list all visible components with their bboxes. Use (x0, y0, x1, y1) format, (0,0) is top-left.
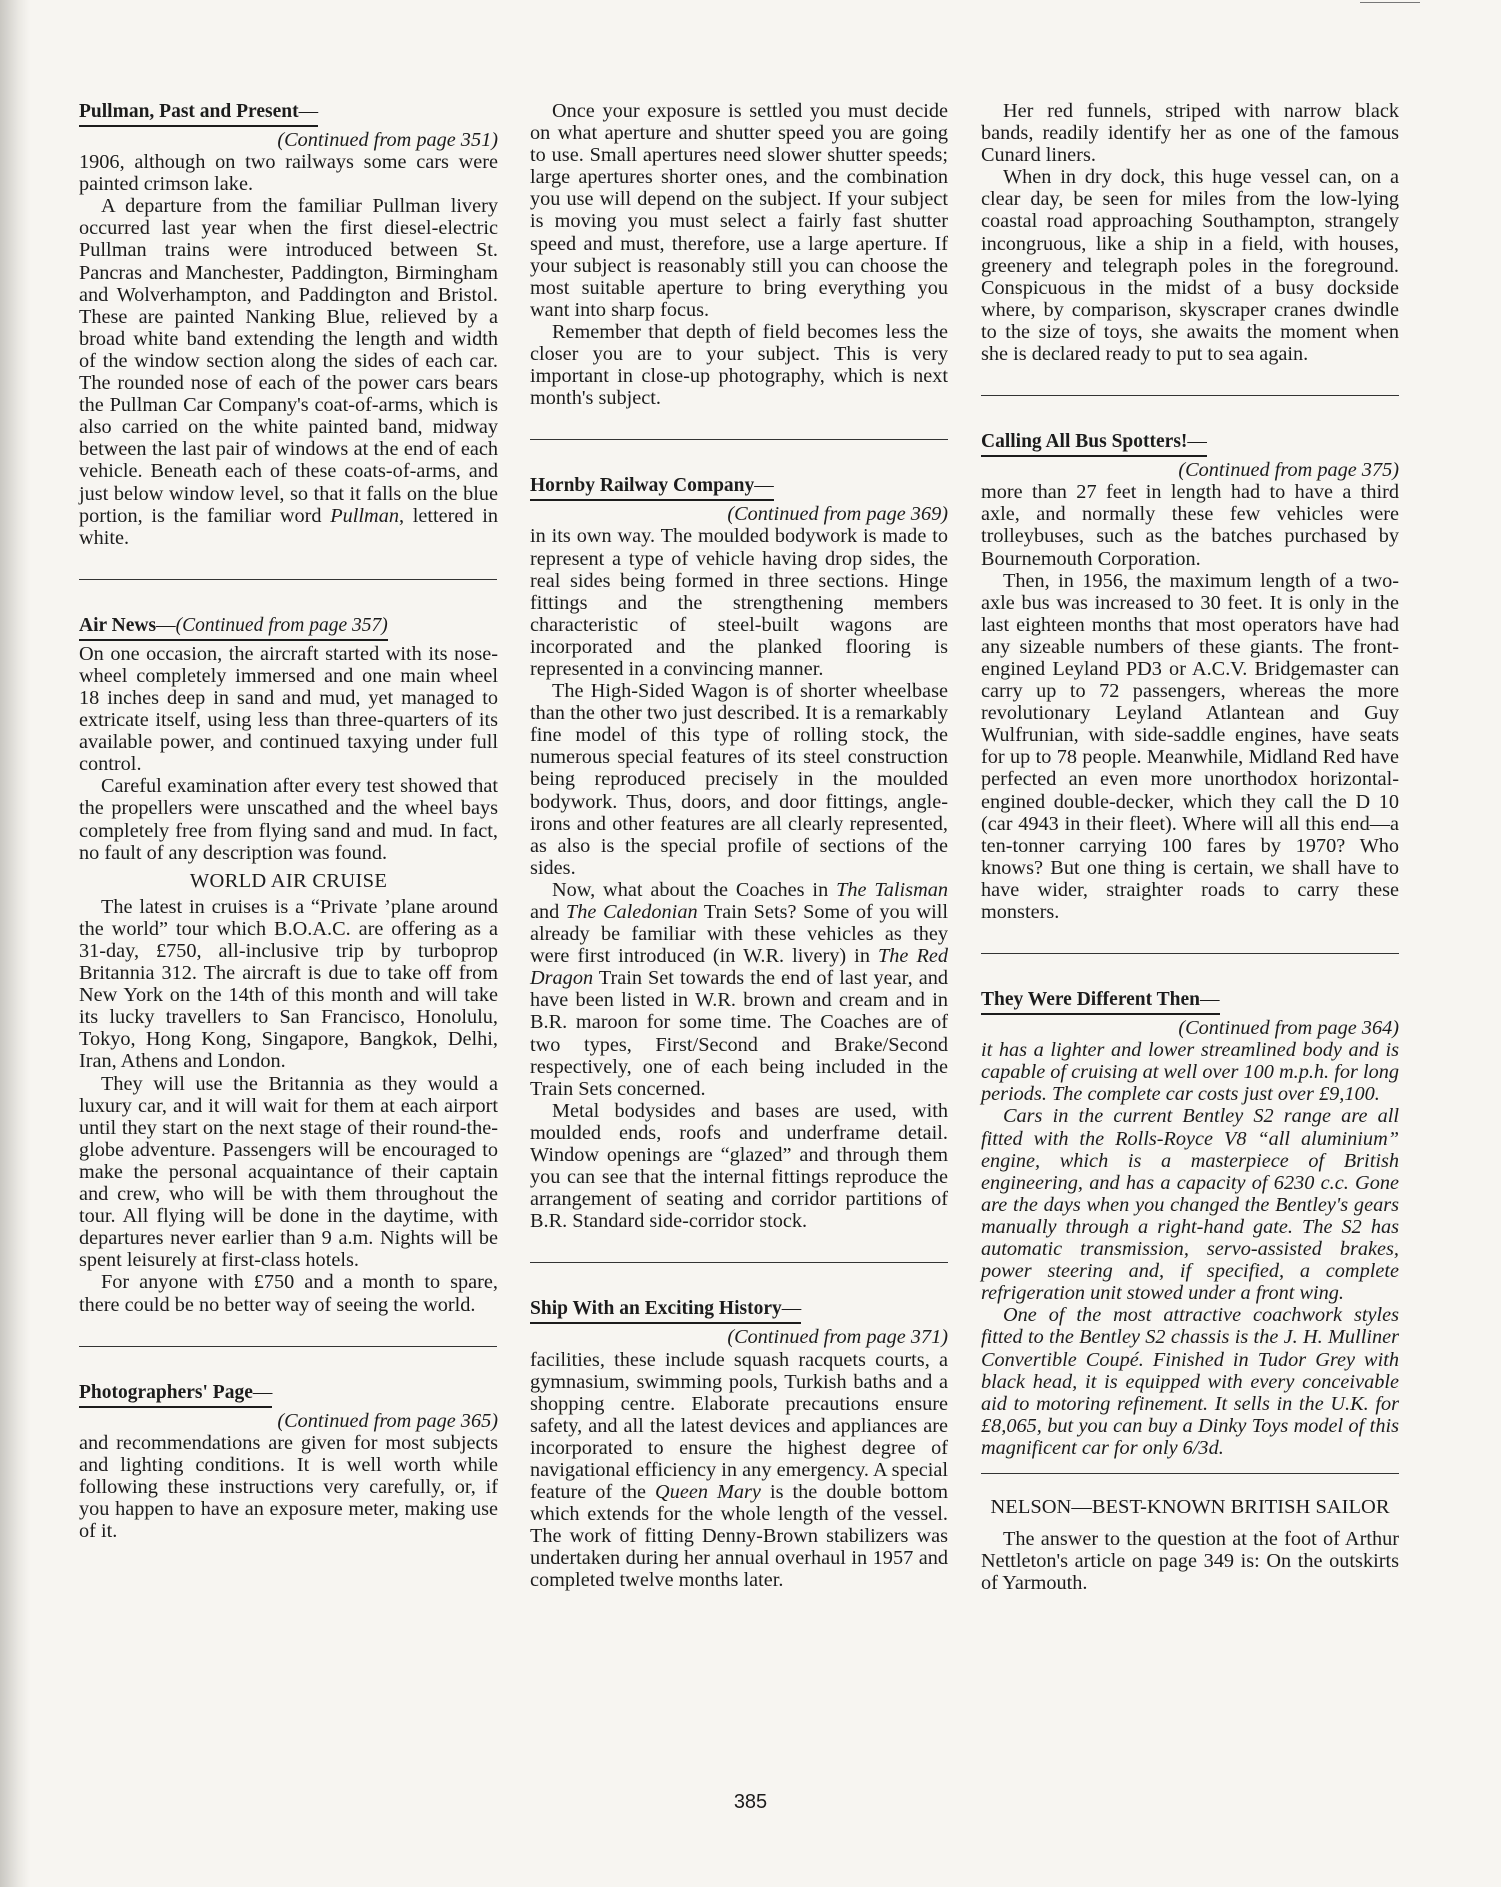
article-photographers-page (79, 1381, 498, 1543)
paragraph: On one occasion, the aircraft started with its nose-wheel completely immersed and one main wheel 18 inches deep in sand and mud, yet managed to extricate itself, using less than three-quarters of its available power, and continued taxying under full control. (79, 642, 498, 776)
continued-note: (Continued from page 365) (277, 1409, 498, 1432)
paragraph: Once your exposure is settled you must decide on what aperture and shutter speed you are going to use. Small apertures need slower shutter speeds; large apertures shorter ones, and the combination you use will depend on the subject. If your subject is moving you must select a fairly fast shutter speed and must, therefore, use a large aperture. If your subject is reasonably still you can choose the most suitable aperture to bring everything you want into sharp focus. (530, 100, 948, 321)
article-nelson (981, 1496, 1399, 1594)
paragraph: Then, in 1956, the maximum length of a two-axle bus was increased to 30 feet. It is only in the last eighteen months that most operators have had any sizeable numbers of these giants. The front-engined Leyland PD3 or A.C.V. Bridgemaster can carry up to 72 passengers, whereas the more revolutionary Leyland Atlantean and Guy Wulfrunian, with side-saddle engines, have seats for up to 78 people. Meanwhile, Midland Red have perfected an even more unorthodox horizontal-engined double-decker, which they call the D 10 (car 4943 in their fleet). Where will all this end—a ten-tonner carrying 100 fares by 1970? Who knows? But one thing is certain, we shall have to have wider, straighter roads to carry these monsters. (981, 569, 1399, 923)
continued-note: (Continued from page 369) (727, 503, 948, 526)
section-divider (79, 579, 497, 580)
continued-note: (Continued from page 371) (727, 1326, 948, 1349)
article-heading: Photographers' Page— (79, 1381, 272, 1408)
section-divider (981, 395, 1399, 396)
article-heading: Hornby Railway Company— (530, 474, 774, 501)
paragraph: in its own way. The moulded bodywork is made to represent a type of vehicle having drop sides, the real sides being formed in three sections. Hinge fittings and the strengthening members characteristic of steel-built wagons are incorporated and the planked flooring is represented in a convincing manner. (530, 525, 948, 680)
paragraph: more than 27 feet in length had to have a third axle, and normally these few vehicles were trolleybuses, such as the batches purchased by Bournemouth Corporation. (981, 481, 1399, 570)
paragraph: The High-Sided Wagon is of shorter wheelbase than the other two just described. It is a remarkably fine model of this type of rolling stock, the numerous special features of its steel construction being reproduced precisely in the moulded bodywork. Thus, doors, and door fittings, angle-irons and other features are all clearly represented, as also is the special profile of sections of the sides. (530, 680, 948, 879)
article-ship-continued (981, 100, 1399, 365)
paragraph: Now, what about the Coaches in The Talisman and The Caledonian Train Sets? Some of you will already be familiar with these vehicles as they were first introduced (in W.R. livery) in The Red Dragon Train Set towards the end of last year, and have been listed in W.R. brown and cream and in B.R. maroon for some time. The Coaches are of two types, First/Second and Brake/Second respectively, one of each being included in the Train Sets concerned. (530, 878, 949, 1100)
article-heading: Calling All Bus Spotters!— (981, 430, 1207, 457)
paragraph: Remember that depth of field becomes less the closer you are to your subject. This is very important in close-up photography, which is next month's subject. (530, 320, 948, 410)
column-1 (79, 100, 498, 1542)
section-divider (79, 1346, 497, 1347)
continued-note: (Continued from page 351) (277, 129, 498, 151)
paragraph: Careful examination after every test showed that the propellers were unscathed and the wheel bays completely free from flying sand and mud. In fact, no fault of any description was found. (79, 775, 498, 864)
paragraph: 1906, although on two railways some cars were painted crimson lake. (79, 151, 498, 196)
paragraph: They will use the Britannia as they would a luxury car, and it will wait for them at each airport until they start on the next stage of their round-the-globe adventure. Passengers will be encouraged to make the personal acquaintance of their captain and crew, who will be with them throughout the tour. All flying will be done in the daytime, with departures never earlier than 9 a.m. Nights will be spent leisurely at first-class hotels. (79, 1072, 498, 1272)
paragraph: One of the most attractive coachwork styles fitted to the Bentley S2 chassis is the J. H. Mulliner Convertible Coupé. Finished in Tudor Grey with black head, it is equipped with every conceivable aid to motoring refinement. It sells in the U.K. for £8,065, but you can buy a Dinky Toys model of this magnificent car for only 6/3d. (981, 1304, 1399, 1459)
page-number: 385 (733, 1791, 768, 1813)
article-heading: Ship With an Exciting History— (530, 1297, 801, 1324)
article-different-then (981, 988, 1399, 1459)
section-divider (530, 1262, 948, 1263)
article-air-news (79, 614, 498, 1316)
section-divider (981, 953, 1399, 954)
continued-note: (Continued from page 375) (1178, 459, 1399, 482)
paragraph: Metal bodysides and bases are used, with moulded ends, roofs and underframe detail. Window openings are “glazed” and through them you can see that the internal fittings reproduce the arrangement of seating and corridor partitions of B.R. Standard side-corridor stock. (530, 1099, 948, 1233)
column-3 (981, 100, 1399, 1594)
scan-mark (1360, 2, 1420, 3)
article-heading: Air News—(Continued from page 357) (79, 614, 388, 641)
paragraph: it has a lighter and lower streamlined body and is capable of cruising at well over 100 m.p.h. for long periods. The complete car costs just over £9,100. (981, 1039, 1399, 1106)
paragraph: and recommendations are given for most subjects and lighting conditions. It is well worth while following these instructions very carefully, or, if you happen to have an exposure meter, making use of it. (79, 1431, 498, 1543)
article-ship-history (530, 1297, 948, 1591)
article-pullman (79, 100, 498, 549)
article-bus-spotters (981, 430, 1399, 923)
section-divider (981, 1473, 1399, 1474)
subheading: WORLD AIR CRUISE (189, 869, 388, 892)
paragraph: For anyone with £750 and a month to spare, there could be no better way of seeing the world. (79, 1271, 498, 1316)
paragraph: When in dry dock, this huge vessel can, on a clear day, be seen for miles from the low-lying coastal road approaching Southampton, strangely incongruous, like a ship in a field, with houses, greenery and telegraph poles in the foreground. Conspicuous in the midst of a busy dockside where, by comparison, skyscraper cranes dwindle to the size of toys, she awaits the moment when she is declared ready to put to sea again. (981, 166, 1399, 366)
paragraph: The answer to the question at the foot of Arthur Nettleton's article on page 349 is: On the outskirts of Yarmouth. (981, 1528, 1399, 1595)
column-2 (530, 100, 948, 1592)
continued-note: (Continued from page 364) (1178, 1017, 1399, 1040)
section-divider (530, 439, 948, 440)
article-heading: NELSON—BEST-KNOWN BRITISH SAILOR (990, 1495, 1390, 1518)
paragraph: Her red funnels, striped with narrow black bands, readily identify her as one of the famous Cunard liners. (981, 100, 1399, 167)
article-heading: They Were Different Then— (981, 988, 1220, 1015)
paragraph: Cars in the current Bentley S2 range are all fitted with the Rolls-Royce V8 “all aluminium” engine, which is a masterpiece of British engineering, and has a capacity of 6230 c.c. Gone are the days when you changed the Bentley's gears manually through a right-hand gate. The S2 has automatic transmission, servo-assisted brakes, power steering and, if specified, a complete refrigeration unit stowed under a front wing. (981, 1105, 1399, 1305)
paragraph: The latest in cruises is a “Private ’plane around the world” tour which B.O.A.C. are offering as a 31-day, £750, all-inclusive trip by turboprop Britannia 312. The aircraft is due to take off from New York on the 14th of this month and will take its lucky travellers to San Francisco, Honolulu, Tokyo, Hong Kong, Singapore, Bangkok, Delhi, Iran, Athens and London. (79, 895, 498, 1073)
paragraph: facilities, these include squash racquets courts, a gymnasium, swimming pools, Turkish baths and a shopping centre. Elaborate precautions ensure safety, and all the latest devices and appliances are incorporated to ensure the highest degree of navigational efficiency in any emergency. A special feature of the Queen Mary is the double bottom which extends for the whole length of the vessel. The work of fitting Denny-Brown stabilizers was undertaken during her annual overhaul in 1957 and completed twelve months later. (530, 1348, 949, 1592)
article-photographers-continued (530, 100, 948, 409)
scan-shadow-edge (0, 0, 30, 1887)
paragraph: A departure from the familiar Pullman livery occurred last year when the first diesel-electric Pullman trains were introduced between St. Pancras and Manchester, Paddington, Birmingham and Wolverhampton, and Paddington and Bristol. These are painted Nanking Blue, relieved by a broad white band extending the length and width of the window section along the sides of each car. The rounded nose of each of the power cars bears the Pullman Car Company's coat-of-arms, which is also carried on the white painted band, midway between the last pair of windows at the end of each vehicle. Beneath each of these coats-of-arms, and just below window level, so that it falls on the blue portion, is the familiar word Pullman, lettered in white. (79, 195, 498, 549)
article-hornby-railway (530, 474, 948, 1232)
article-heading: Pullman, Past and Present— (79, 100, 318, 127)
